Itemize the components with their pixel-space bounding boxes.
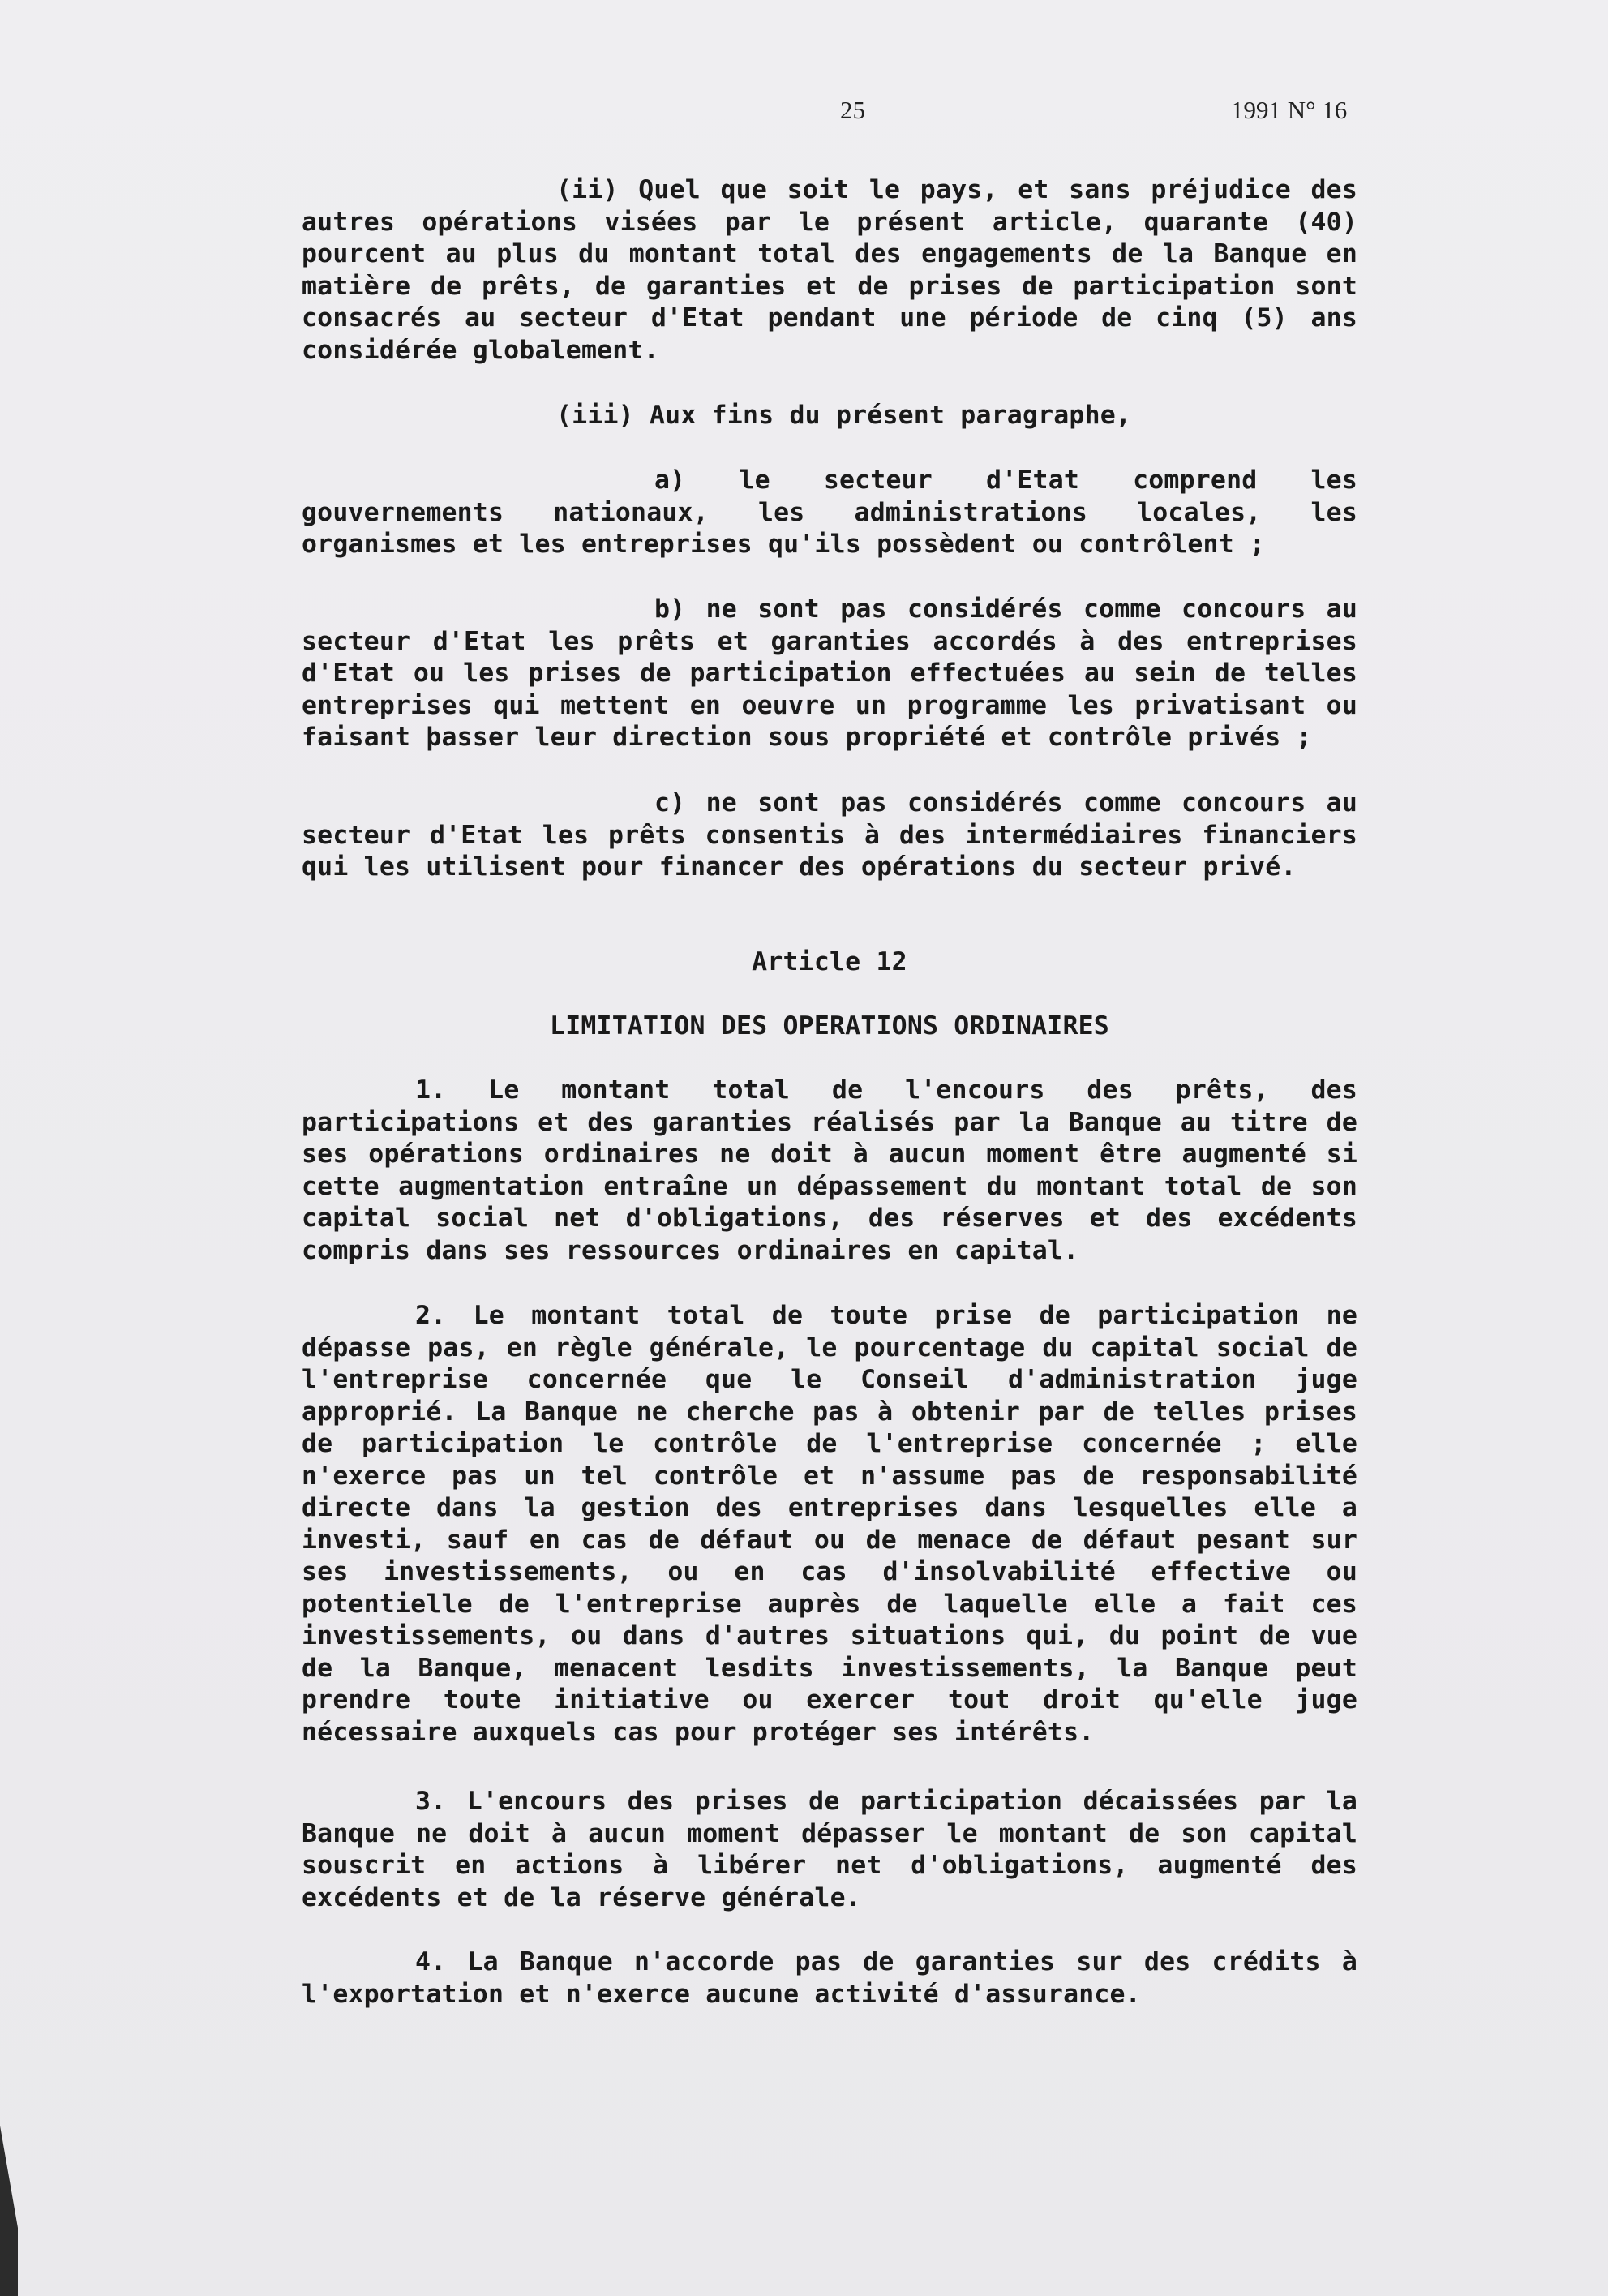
page-number: 25 <box>840 96 865 124</box>
paragraph-a-text: a) le secteur d'Etat comprend les gouvernements nationaux, les administrations locales, les organismes et les entreprises qu'ils possèdent ou contrôlent ; <box>302 466 1357 559</box>
article-title: Article 12 <box>752 947 907 976</box>
article-subheading <box>302 1011 1357 1043</box>
paragraph-c-text: c) ne sont pas considérés comme concours au secteur d'Etat les prêts consentis à des intermédiaires financiers qui les utilisent pour financer des opérations du secteur privé. <box>302 788 1357 882</box>
paragraph-c <box>302 788 1357 884</box>
paragraph-a <box>302 465 1357 561</box>
paragraph-iii <box>302 400 1357 432</box>
paragraph-4-text: 4. La Banque n'accorde pas de garanties sur des crédits à l'exportation et n'exerce aucune activité d'assurance. <box>302 1947 1357 2009</box>
paragraph-1 <box>302 1075 1357 1267</box>
paragraph-1-text: 1. Le montant total de l'encours des prêts, des participations et des garanties réalisés par la Banque au titre de ses opérations ordinaires ne doit à aucun moment être augmenté si cette augmentation entraîne un dépassement du montant total de son capital social net d'obligations, des réserves et des excédents compris dans ses ressources ordinaires en capital. <box>302 1075 1357 1265</box>
binding-edge <box>0 2126 18 2296</box>
paragraph-iii-text: (iii) Aux fins du présent paragraphe, <box>556 401 1132 430</box>
paragraph-2-text: 2. Le montant total de toute prise de participation ne dépasse pas, en règle générale, le pourcentage du capital social de l'entreprise concernée que le Conseil d'administration juge approprié. La Banque ne cherche pas à obtenir par de telles prises de participation le contrôle de l'entreprise concernée ; elle n'exerce pas un tel contrôle et n'assume pas de responsabilité directe dans la gestion des entreprises dans lesquelles elle a investi, sauf en cas de défaut ou de menace de défaut pesant sur ses investissements, ou en cas d'insolvabilité effective ou potentielle de l'entreprise auprès de laquelle elle a fait ces investissements, ou dans d'autres situations qui, du point de vue de la Banque, menacent lesdits investissements, la Banque peut prendre toute initiative ou exercer tout droit qu'elle juge nécessaire auxquels cas pour protéger ses intérêts. <box>302 1301 1357 1747</box>
article-heading <box>302 946 1357 979</box>
paragraph-ii-text: (ii) Quel que soit le pays, et sans préjudice des autres opérations visées par le présent article, quarante (40) pourcent au plus du montant total des engagements de la Banque en matière de prêts, de garanties et de prises de participation sont consacrés au secteur d'Etat pendant une période de cinq (5) ans considérée globalement. <box>302 175 1357 365</box>
paragraph-4 <box>302 1946 1357 2011</box>
page-header <box>0 96 1608 128</box>
article-subtitle: LIMITATION DES OPERATIONS ORDINAIRES <box>550 1011 1109 1041</box>
paragraph-ii <box>302 174 1357 367</box>
paragraph-3 <box>302 1786 1357 1914</box>
paragraph-b-text: b) ne sont pas considérés comme concours au secteur d'Etat les prêts et garanties accordés à des entreprises d'Etat ou les prises de participation effectuées au sein de telles entreprises qui mettent en oeuvre un programme les privatisant ou faisant þasser leur direction sous propriété et contrôle privés ; <box>302 594 1357 752</box>
paragraph-2 <box>302 1300 1357 1749</box>
paragraph-b <box>302 594 1357 754</box>
paragraph-3-text: 3. L'encours des prises de participation décaissées par la Banque ne doit à aucun moment dépasser le montant de son capital souscrit en actions à libérer net d'obligations, augmenté des excédents et de la réserve générale. <box>302 1787 1357 1912</box>
document-reference: 1991 N° 16 <box>1231 96 1348 124</box>
